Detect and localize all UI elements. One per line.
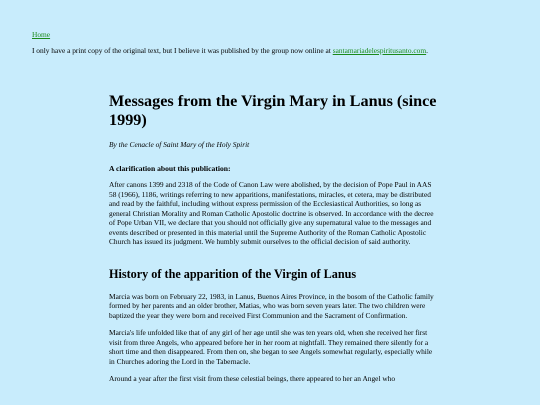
intro-text: I only have a print copy of the original text, but I believe it was published by the group now online at — [32, 46, 333, 55]
article — [109, 92, 439, 384]
page-title: Messages from the Virgin Mary in Lanus (since 1999) — [109, 92, 437, 129]
clarification-heading: A clarification about this publication: — [109, 164, 231, 173]
history-paragraph-1: Marcia was born on February 22, 1983, in Lanus, Buenos Aires Province, in the bosom of the Catholic family formed by her parents and an older brother, Matias, who was born seven years later. The two children were baptized the year they were born and received First Communion and the Sacrament of Confirmation. — [109, 291, 434, 320]
history-paragraph-3: Around a year after the first visit from these celestial beings, there appeared to her an Angel who — [109, 374, 396, 383]
history-paragraph-2: Marcia's life unfolded like that of any girl of her age until she was ten years old, when she received her first visit from three Angels, who appeared before her in her room at nightfall. They remained there silently for a short time and then disappeared. From then on, she began to see Angels somewhat regularly, especially while in Churches adoring the Lord in the Tabernacle. — [109, 328, 433, 366]
site-link[interactable]: santamariadelespiritusanto.com — [332, 46, 427, 55]
intro-section — [32, 30, 512, 56]
home-link[interactable]: Home — [32, 30, 51, 39]
history-heading: History of the apparition of the Virgin of Lanus — [109, 266, 357, 281]
intro-end: . — [426, 46, 428, 55]
byline: By the Cenacle of Saint Mary of the Holy Spirit — [109, 140, 250, 149]
clarification-text: After canons 1399 and 2318 of the Code of Canon Law were abolished, by the decision of Pope Paul in AAS 58 (1966), 1186, writings referring to new apparitions, manifestations, miracles, et cetera, may be distributed and read by the faithful, including without express permission of the Ecclesiastical Authorities, so long as general Christian Morality and Roman Catholic Apostolic doctrine is observed. In accordance with the decree of Pope Urban VII, we declare that you should not officially give any supernatural value to the messages and events described or presented in this material until the Supreme Authority of the Roman Catholic Apostolic Church has issued its judgment. We humbly submit ourselves to the official decision of said authority. — [109, 180, 434, 246]
